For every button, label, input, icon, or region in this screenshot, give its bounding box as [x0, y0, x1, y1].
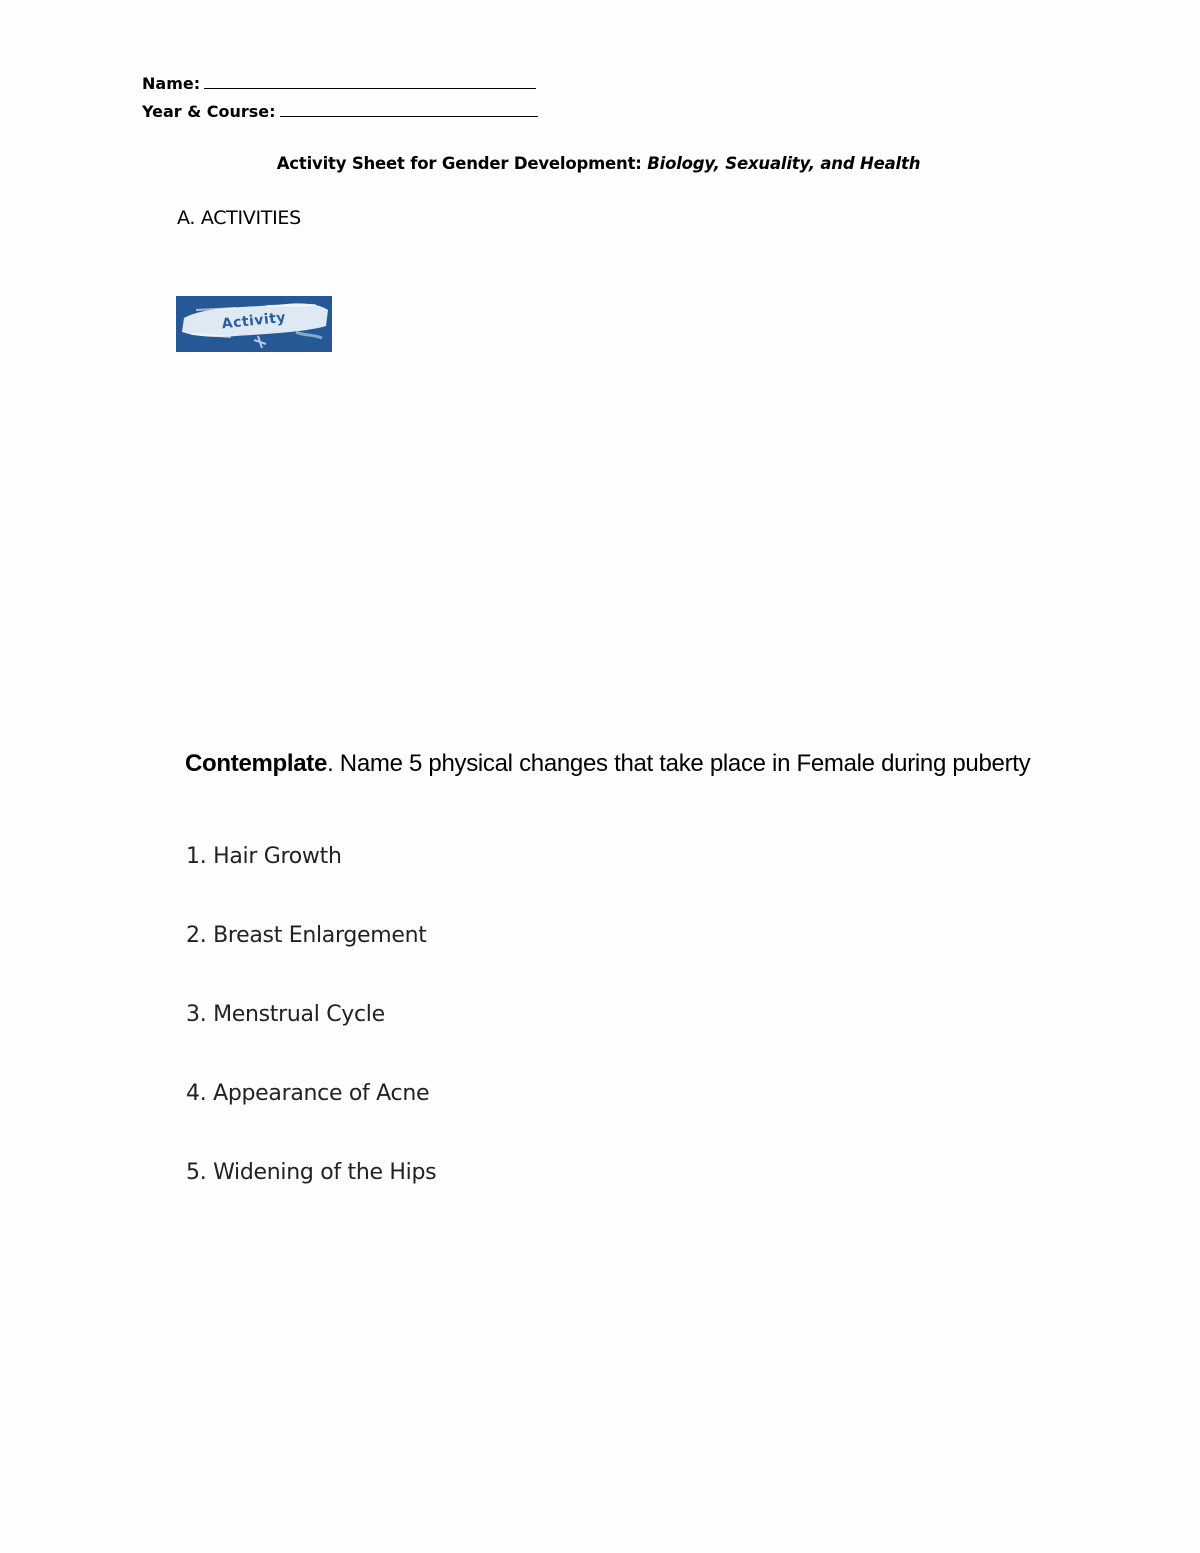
answer-item: 5. Widening of the Hips [186, 1160, 437, 1185]
section-heading: A. ACTIVITIES [177, 207, 301, 229]
sheet-title-topics: Biology, Sexuality, and Health [647, 154, 921, 173]
answer-item: 3. Menstrual Cycle [186, 1002, 385, 1027]
answer-item: 4. Appearance of Acne [186, 1081, 430, 1106]
contemplate-prompt [185, 746, 1045, 782]
activity-banner-image [176, 296, 332, 352]
prompt-text: . Name 5 physical changes that take place in Female during puberty [327, 750, 1031, 777]
activity-banner-text: Activity [221, 309, 287, 333]
name-field [142, 72, 536, 94]
sheet-title-prefix: Activity Sheet for Gender Development: [276, 154, 648, 173]
sheet-title [0, 153, 1197, 175]
answer-item: 1. Hair Growth [186, 844, 342, 869]
answer-item: 2. Breast Enlargement [186, 923, 427, 948]
name-label: Name: [142, 74, 201, 93]
name-blank-line [204, 72, 536, 89]
year-course-label: Year & Course: [142, 102, 276, 121]
prompt-keyword: Contemplate [185, 750, 328, 777]
year-course-blank-line [280, 100, 538, 117]
year-course-field [142, 100, 538, 122]
